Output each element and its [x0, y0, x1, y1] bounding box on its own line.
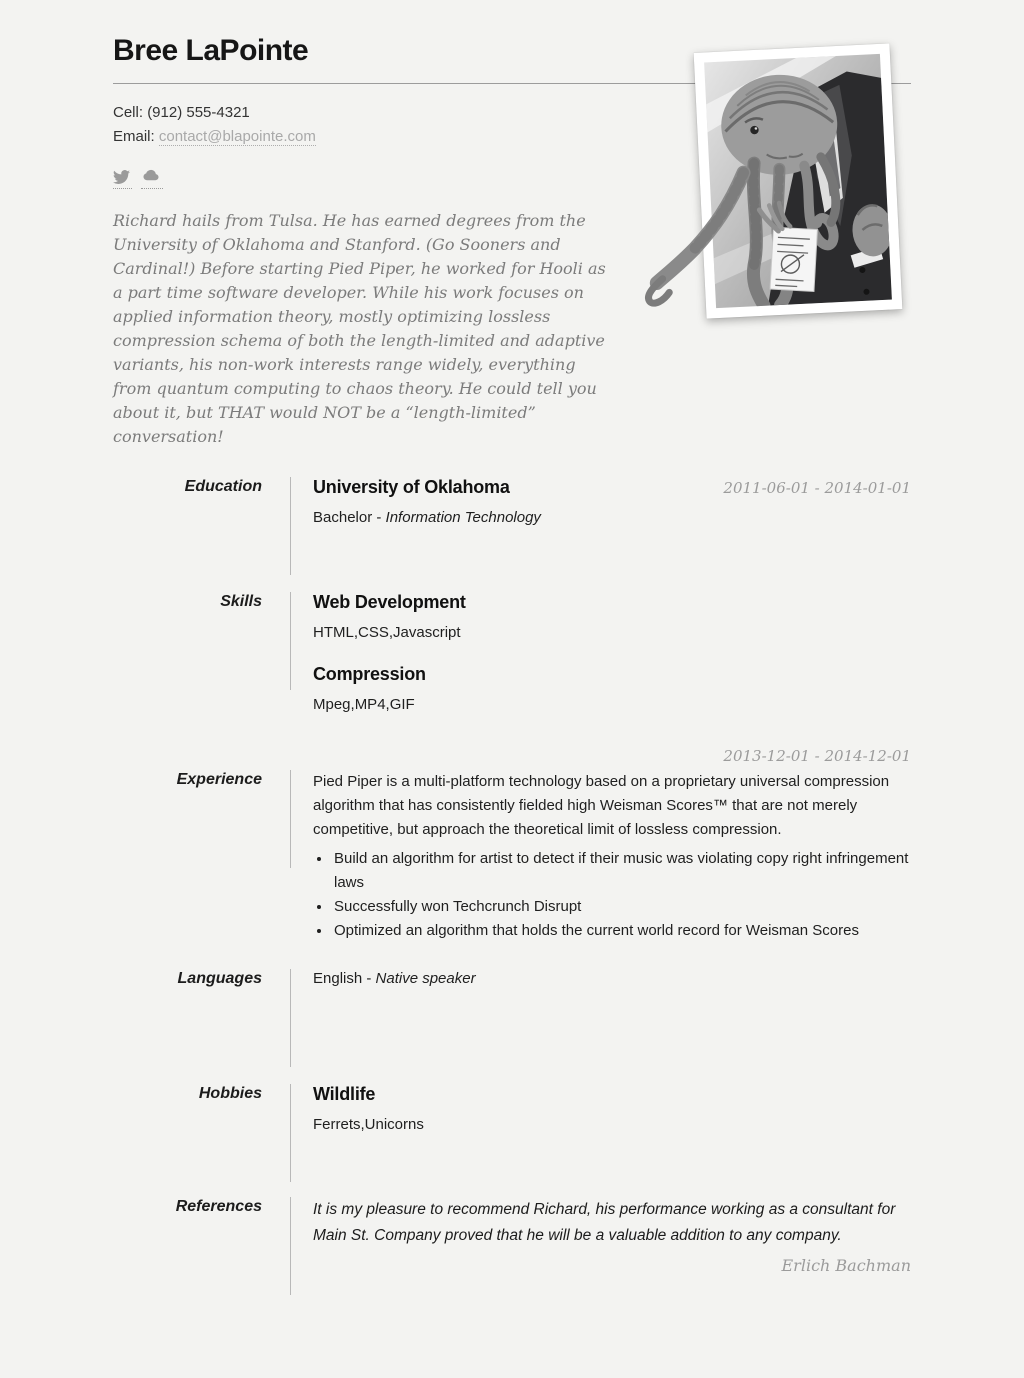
section-skills	[113, 592, 911, 747]
language-entry: English - Native speaker	[313, 970, 476, 987]
experience-content	[291, 770, 911, 943]
references-content	[291, 1197, 911, 1275]
section-references	[113, 1197, 911, 1295]
cthulhu-portrait-illustration	[704, 54, 892, 308]
skill-details: HTML,CSS,Javascript	[313, 624, 461, 641]
education-dates: 2011-06-01 - 2014-01-01	[723, 479, 911, 497]
section-education	[113, 477, 911, 592]
hobby-title: Wildlife	[313, 1084, 376, 1104]
section-hobbies	[113, 1084, 911, 1197]
profile-photo	[694, 43, 903, 318]
experience-bullets	[313, 847, 911, 943]
cell-label: Cell:	[113, 104, 144, 121]
section-label-experience: Experience	[176, 771, 262, 788]
skills-content	[291, 592, 911, 713]
section-label-references: References	[175, 1198, 262, 1215]
education-degree: Bachelor - Information Technology	[313, 509, 541, 526]
reference-signature: Erlich Bachman	[781, 1256, 911, 1275]
education-title: University of Oklahoma	[313, 477, 510, 497]
languages-content	[291, 969, 911, 987]
experience-summary: Pied Piper is a multi-platform technology based on a proprietary universal compression algorithm that has consistently fielded high Weisman Scores™ that are not merely competitive, but approach the theoretical limit of lossless compression.	[313, 773, 890, 838]
section-label-languages: Languages	[177, 970, 262, 987]
hobby-details: Ferrets,Unicorns	[313, 1116, 424, 1133]
experience-dates: 2013-12-01 - 2014-12-01	[723, 747, 911, 765]
section-label-skills: Skills	[220, 593, 262, 610]
email-link[interactable]: contact@blapointe.com	[158, 128, 316, 145]
experience-bullet: • Build an algorithm for artist to detect if their music was violating copy right infringement laws	[332, 847, 911, 895]
email-label: Email:	[113, 128, 155, 145]
reference-text: It is my pleasure to recommend Richard, his performance working as a consultant for Main St. Company proved that he will be a valuable addition to any company.	[313, 1201, 896, 1244]
page-title: Bree LaPointe	[113, 34, 309, 67]
experience-bullet: • Optimized an algorithm that holds the current world record for Weisman Scores	[332, 919, 911, 943]
experience-bullet: • Successfully won Techcrunch Disrupt	[332, 895, 911, 919]
soundcloud-icon	[141, 170, 161, 187]
bio-paragraph: Richard hails from Tulsa. He has earned degrees from the University of Oklahoma and Stanford. (Go Sooners and Cardinal!) Before starting Pied Piper, he worked for Hooli as a part time software developer. While his work focuses on applied information theory, mostly optimizing lossless compression schema of both the length-limited and adaptive variants, his non-work interests range widely, everything from quantum computing to chaos theory. He could tell you about it, but THAT would NOT be a “length-limited” conversation!	[113, 211, 606, 446]
section-languages	[113, 969, 911, 1084]
skill-item	[313, 592, 911, 641]
skill-item	[313, 664, 911, 713]
twitter-link[interactable]	[113, 168, 132, 189]
section-label-hobbies: Hobbies	[198, 1085, 262, 1102]
skill-title: Web Development	[313, 592, 466, 612]
cell-value: (912) 555-4321	[147, 104, 250, 121]
resume-sections	[113, 477, 911, 1295]
resume-page	[0, 34, 1024, 1295]
twitter-icon	[113, 172, 130, 189]
hobbies-content	[291, 1084, 911, 1133]
education-content	[291, 477, 911, 526]
section-experience	[113, 747, 911, 969]
soundcloud-link[interactable]	[141, 168, 163, 189]
skill-details: Mpeg,MP4,GIF	[313, 696, 415, 713]
skill-title: Compression	[313, 664, 426, 684]
section-label-education: Education	[184, 478, 262, 495]
